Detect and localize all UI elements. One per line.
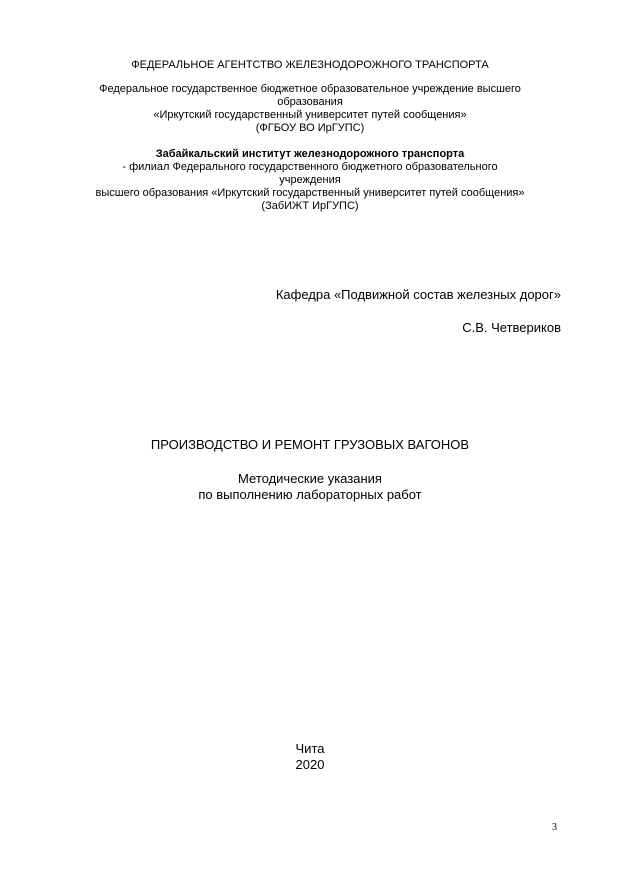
document-title: ПРОИЗВОДСТВО И РЕМОНТ ГРУЗОВЫХ ВАГОНОВ (150, 437, 470, 452)
department-name: Кафедра «Подвижной состав железных дорог» (275, 287, 561, 302)
institute-title: Забайкальский институт железнодорожного транспорта (155, 148, 465, 160)
university-line-2: образования (277, 96, 343, 108)
agency-heading: ФЕДЕРАЛЬНОЕ АГЕНТСТВО ЖЕЛЕЗНОДОРОЖНОГО ТРАНСПОРТА (131, 59, 489, 71)
page-number: 3 (552, 822, 557, 833)
institute-line-3: высшего образования «Иркутский государственный университет путей сообщения» (95, 187, 525, 199)
institute-line-1: - филиал Федерального государственного бюджетного образовательного (122, 161, 498, 173)
university-line-3: «Иркутский государственный университет путей сообщения» (153, 109, 467, 121)
institute-line-2: учреждения (279, 174, 341, 186)
year: 2020 (295, 757, 325, 772)
university-line-4: (ФГБОУ ВО ИрГУПС) (255, 122, 365, 134)
subtitle-line-2: по выполнению лабораторных работ (198, 487, 422, 502)
author-name: С.В. Четвериков (462, 320, 561, 335)
subtitle-line-1: Методические указания (238, 471, 382, 486)
university-line-1: Федеральное государственное бюджетное образовательное учреждение высшего (99, 83, 521, 95)
city: Чита (295, 741, 325, 756)
institute-line-4: (ЗабИЖТ ИрГУПС) (261, 200, 359, 212)
